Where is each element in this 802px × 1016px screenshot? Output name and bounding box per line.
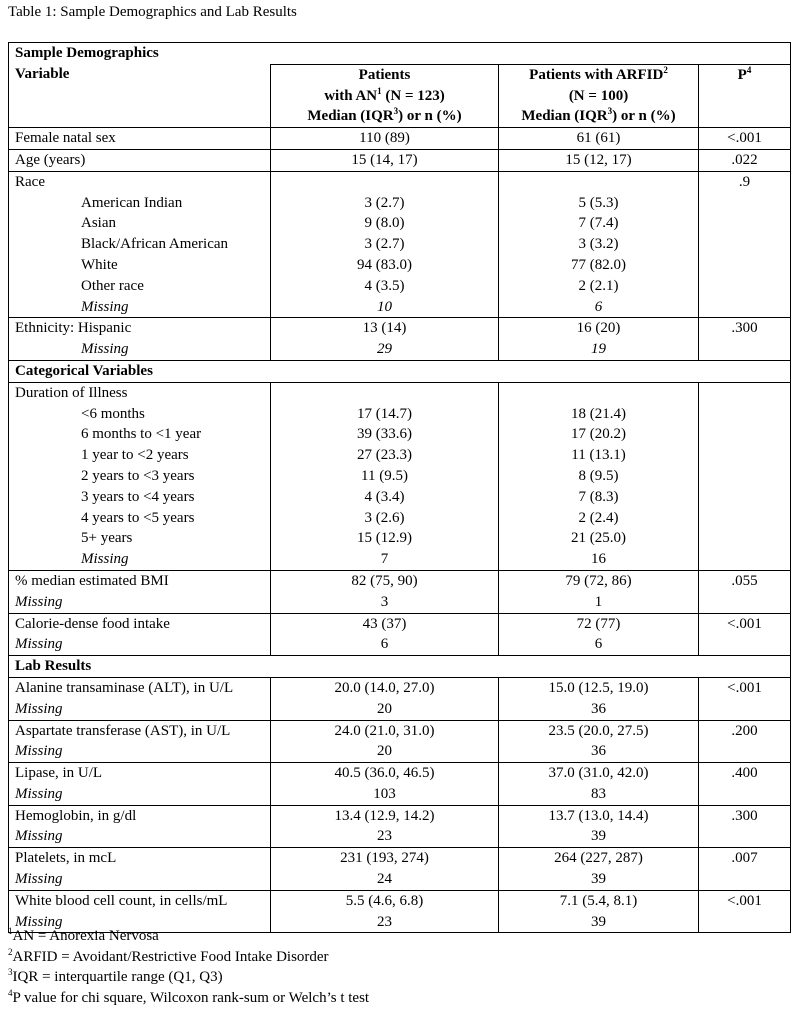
p-value: .007 — [699, 848, 791, 869]
table-row — [9, 404, 791, 425]
p-value: .9 — [699, 171, 791, 192]
table-row — [9, 634, 791, 655]
p-column-header: $P^4$ — [699, 64, 791, 127]
an-value: 13 (14) — [271, 318, 499, 339]
row-label: Age (years) — [9, 149, 271, 171]
footnote: $^2$ARFID = Avoidant/Restrictive Food Intake Disorder — [8, 946, 329, 965]
row-label: Duration of Illness — [9, 382, 271, 403]
an-value: 20 — [271, 699, 499, 720]
row-label: Aspartate transferase (AST), in U/L — [9, 720, 271, 741]
arfid-value: 19 — [499, 339, 699, 360]
variable-header: Variable — [9, 64, 271, 127]
row-label: Missing — [9, 699, 271, 720]
an-value: 24.0 (21.0, 31.0) — [271, 720, 499, 741]
column-header-row — [9, 64, 791, 127]
an-value: 3 — [271, 592, 499, 613]
footnote: $^4$P value for chi square, Wilcoxon rank-sum or Welch’s t test — [8, 987, 370, 1006]
table-row — [9, 424, 791, 445]
row-label: Missing — [9, 549, 271, 570]
row-label: Ethnicity: Hispanic — [9, 318, 271, 339]
arfid-value: 79 (72, 86) — [499, 570, 699, 591]
arfid-value: 39 — [499, 826, 699, 847]
an-value: 10 — [271, 297, 499, 318]
demographics-table — [8, 42, 791, 933]
arfid-value: 18 (21.4) — [499, 404, 699, 425]
p-value: <.001 — [699, 128, 791, 150]
table-row — [9, 487, 791, 508]
row-label: Missing — [9, 784, 271, 805]
arfid-value: 5 (5.3) — [499, 193, 699, 214]
footnotes — [8, 926, 369, 1008]
an-value: 110 (89) — [271, 128, 499, 150]
table-row — [9, 784, 791, 805]
table-row — [9, 805, 791, 826]
row-label: 5+ years — [9, 528, 271, 549]
arfid-value: 13.7 (13.0, 14.4) — [499, 805, 699, 826]
arfid-value: 39 — [499, 912, 699, 933]
section-header-row — [9, 43, 791, 65]
row-label: 6 months to <1 year — [9, 424, 271, 445]
table-row — [9, 382, 791, 403]
row-label: <6 months — [9, 404, 271, 425]
table-row — [9, 549, 791, 570]
row-label: Missing — [9, 741, 271, 762]
row-label: % median estimated BMI — [9, 570, 271, 591]
table-caption: Table 1: Sample Demographics and Lab Results — [8, 4, 297, 20]
table-row — [9, 255, 791, 276]
arfid-value: 61 (61) — [499, 128, 699, 150]
table-row — [9, 276, 791, 297]
arfid-value: 36 — [499, 699, 699, 720]
an-value: 103 — [271, 784, 499, 805]
an-value: 15 (12.9) — [271, 528, 499, 549]
table-row — [9, 466, 791, 487]
an-value: 3 (2.7) — [271, 234, 499, 255]
arfid-value: 7 (8.3) — [499, 487, 699, 508]
p-value: .300 — [699, 805, 791, 826]
an-value: 29 — [271, 339, 499, 360]
arfid-value: 15.0 (12.5, 19.0) — [499, 677, 699, 698]
an-value: 27 (23.3) — [271, 445, 499, 466]
row-label: Missing — [9, 869, 271, 890]
row-label: White blood cell count, in cells/mL — [9, 890, 271, 911]
an-value: 9 (8.0) — [271, 213, 499, 234]
footnote: $^1$AN = Anorexia Nervosa — [8, 926, 159, 944]
section-title: Sample Demographics — [9, 43, 791, 65]
table-row — [9, 570, 791, 591]
an-value: 20 — [271, 741, 499, 762]
section-header-row — [9, 656, 791, 678]
arfid-value: 2 (2.1) — [499, 276, 699, 297]
row-label: Missing — [9, 297, 271, 318]
row-label: Platelets, in mcL — [9, 848, 271, 869]
an-value: 11 (9.5) — [271, 466, 499, 487]
table-row — [9, 508, 791, 529]
p-value: <.001 — [699, 890, 791, 911]
row-label: 1 year to <2 years — [9, 445, 271, 466]
table-row — [9, 445, 791, 466]
arfid-value: 2 (2.4) — [499, 508, 699, 529]
table-row — [9, 869, 791, 890]
table-row — [9, 741, 791, 762]
an-value: 15 (14, 17) — [271, 149, 499, 171]
an-value: 43 (37) — [271, 613, 499, 634]
arfid-value: 6 — [499, 634, 699, 655]
table-row — [9, 890, 791, 911]
row-label: Missing — [9, 826, 271, 847]
an-value: 6 — [271, 634, 499, 655]
table-row — [9, 848, 791, 869]
table-row — [9, 826, 791, 847]
arfid-value: 11 (13.1) — [499, 445, 699, 466]
table-row — [9, 592, 791, 613]
arfid-value: 23.5 (20.0, 27.5) — [499, 720, 699, 741]
table-row — [9, 128, 791, 150]
footnote: $^3$IQR = interquartile range (Q1, Q3) — [8, 967, 223, 985]
p-value: .055 — [699, 570, 791, 591]
row-label: 4 years to <5 years — [9, 508, 271, 529]
section-title: Lab Results — [9, 656, 791, 678]
an-value: 7 — [271, 549, 499, 570]
row-label: Black/African American — [9, 234, 271, 255]
an-value: 40.5 (36.0, 46.5) — [271, 763, 499, 784]
row-label: Missing — [9, 912, 271, 933]
arfid-value: 72 (77) — [499, 613, 699, 634]
an-value: 39 (33.6) — [271, 424, 499, 445]
table-row — [9, 318, 791, 339]
p-value: .400 — [699, 763, 791, 784]
an-value: 23 — [271, 912, 499, 933]
row-label: 2 years to <3 years — [9, 466, 271, 487]
an-value: 3 (2.7) — [271, 193, 499, 214]
row-label: Missing — [9, 592, 271, 613]
arfid-value: 8 (9.5) — [499, 466, 699, 487]
row-label: Asian — [9, 213, 271, 234]
arfid-value: 15 (12, 17) — [499, 149, 699, 171]
p-value: .200 — [699, 720, 791, 741]
table-row — [9, 763, 791, 784]
arfid-value: 77 (82.0) — [499, 255, 699, 276]
arfid-value: 264 (227, 287) — [499, 848, 699, 869]
section-title: Categorical Variables — [9, 360, 791, 382]
table-row — [9, 720, 791, 741]
row-label: Race — [9, 171, 271, 192]
arfid-value: 36 — [499, 741, 699, 762]
arfid-value: 16 — [499, 549, 699, 570]
row-label: Hemoglobin, in g/dl — [9, 805, 271, 826]
table-row — [9, 297, 791, 318]
arfid-value: 21 (25.0) — [499, 528, 699, 549]
arfid-value: 16 (20) — [499, 318, 699, 339]
table-row — [9, 234, 791, 255]
row-label: White — [9, 255, 271, 276]
an-value: 3 (2.6) — [271, 508, 499, 529]
row-label: Alanine transaminase (ALT), in U/L — [9, 677, 271, 698]
table-row — [9, 677, 791, 698]
arfid-value: 7 (7.4) — [499, 213, 699, 234]
p-value: <.001 — [699, 677, 791, 698]
table-row — [9, 613, 791, 634]
arfid-value: 7.1 (5.4, 8.1) — [499, 890, 699, 911]
arfid-value: 17 (20.2) — [499, 424, 699, 445]
an-column-header: Patients with $AN^1$ (N = 123) Median (IQR$^3$) or n (%) — [271, 64, 499, 127]
an-value: 5.5 (4.6, 6.8) — [271, 890, 499, 911]
arfid-value: 1 — [499, 592, 699, 613]
p-value: .300 — [699, 318, 791, 339]
arfid-value: 39 — [499, 869, 699, 890]
row-label: American Indian — [9, 193, 271, 214]
row-label: Missing — [9, 634, 271, 655]
an-value: 82 (75, 90) — [271, 570, 499, 591]
arfid-value: 37.0 (31.0, 42.0) — [499, 763, 699, 784]
arfid-value: 83 — [499, 784, 699, 805]
an-value: 4 (3.4) — [271, 487, 499, 508]
table-row — [9, 528, 791, 549]
an-value: 17 (14.7) — [271, 404, 499, 425]
row-label: Female natal sex — [9, 128, 271, 150]
table-row — [9, 699, 791, 720]
an-value: 94 (83.0) — [271, 255, 499, 276]
row-label: 3 years to <4 years — [9, 487, 271, 508]
row-label: Calorie-dense food intake — [9, 613, 271, 634]
p-value: .022 — [699, 149, 791, 171]
table-row — [9, 193, 791, 214]
arfid-value: 6 — [499, 297, 699, 318]
arfid-value: 3 (3.2) — [499, 234, 699, 255]
an-value: 4 (3.5) — [271, 276, 499, 297]
an-value: 24 — [271, 869, 499, 890]
row-label: Missing — [9, 339, 271, 360]
table-row — [9, 171, 791, 192]
an-value: 231 (193, 274) — [271, 848, 499, 869]
section-header-row — [9, 360, 791, 382]
an-value: 20.0 (14.0, 27.0) — [271, 677, 499, 698]
table-row — [9, 149, 791, 171]
table-row — [9, 339, 791, 360]
an-value: 13.4 (12.9, 14.2) — [271, 805, 499, 826]
row-label: Lipase, in U/L — [9, 763, 271, 784]
row-label: Other race — [9, 276, 271, 297]
table-row — [9, 213, 791, 234]
p-value: <.001 — [699, 613, 791, 634]
an-value: 23 — [271, 826, 499, 847]
arfid-column-header: Patients with ARFID$^2$ (N = 100) Median (IQR$^3$) or n (%) — [499, 64, 699, 127]
